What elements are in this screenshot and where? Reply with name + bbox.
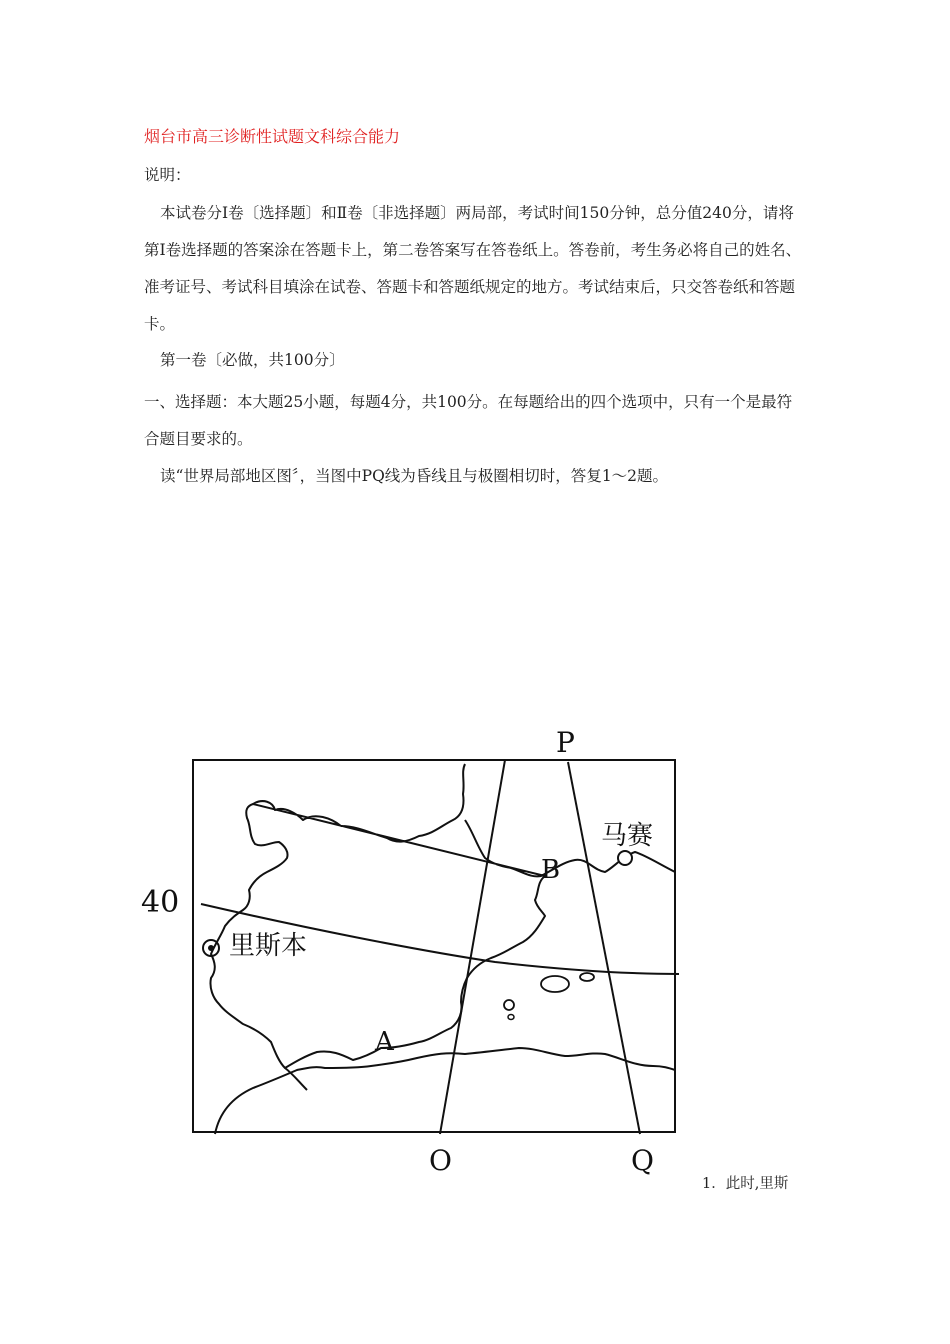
label-40: 40 xyxy=(141,885,180,920)
island-menorca xyxy=(580,973,594,981)
document-title: 烟台市高三诊断性试题文科综合能力 xyxy=(144,127,401,146)
label-Q: Q xyxy=(631,1144,654,1177)
africa-coastline xyxy=(215,1048,675,1134)
label-B: B xyxy=(541,855,561,885)
label-lisbon: 里斯本 xyxy=(229,931,308,961)
instructions-label: 说明： xyxy=(144,166,191,184)
island-mallorca xyxy=(541,976,569,992)
label-O: O xyxy=(429,1144,452,1177)
lisbon-marker-dot xyxy=(208,945,214,951)
volume-heading: 第一卷〔必做，共100分〕 xyxy=(160,351,345,369)
question-intro: 读“世界局部地区图〞，当图中PQ线为昏线且与极圈相切时，答复1～2题。 xyxy=(160,467,669,485)
label-A: A xyxy=(375,1027,394,1057)
question-1-start: 1．此时,里斯 xyxy=(702,1176,789,1192)
marseille-marker xyxy=(618,851,632,865)
section-heading: 一、选择题：本大题25小题，每题4分，共100分。在每题给出的四个选项中，只有一个是最符合题目要求的。 xyxy=(144,393,793,448)
world-region-map xyxy=(135,722,695,1182)
island-ibiza xyxy=(504,1000,514,1010)
line-O xyxy=(440,760,505,1134)
line-PQ xyxy=(568,762,640,1134)
island-formentera xyxy=(508,1015,514,1020)
iberia-coastline xyxy=(210,764,675,1068)
label-P: P xyxy=(556,726,575,759)
label-marseille: 马赛 xyxy=(601,821,654,851)
instructions-paragraph: 本试卷分Ⅰ卷〔选择题〕和Ⅱ卷〔非选择题〕两局部，考试时间150分钟，总分值240分，请将第Ⅰ卷选择题的答案涂在答题卡上，第二卷答案写在答卷纸上。答卷前，考生务必将自己的姓名、准考证号、考试科目填涂在试卷、答题卡和答题纸规定的地方。考试结束后，只交答卷纸和答题卡。 xyxy=(144,204,802,333)
